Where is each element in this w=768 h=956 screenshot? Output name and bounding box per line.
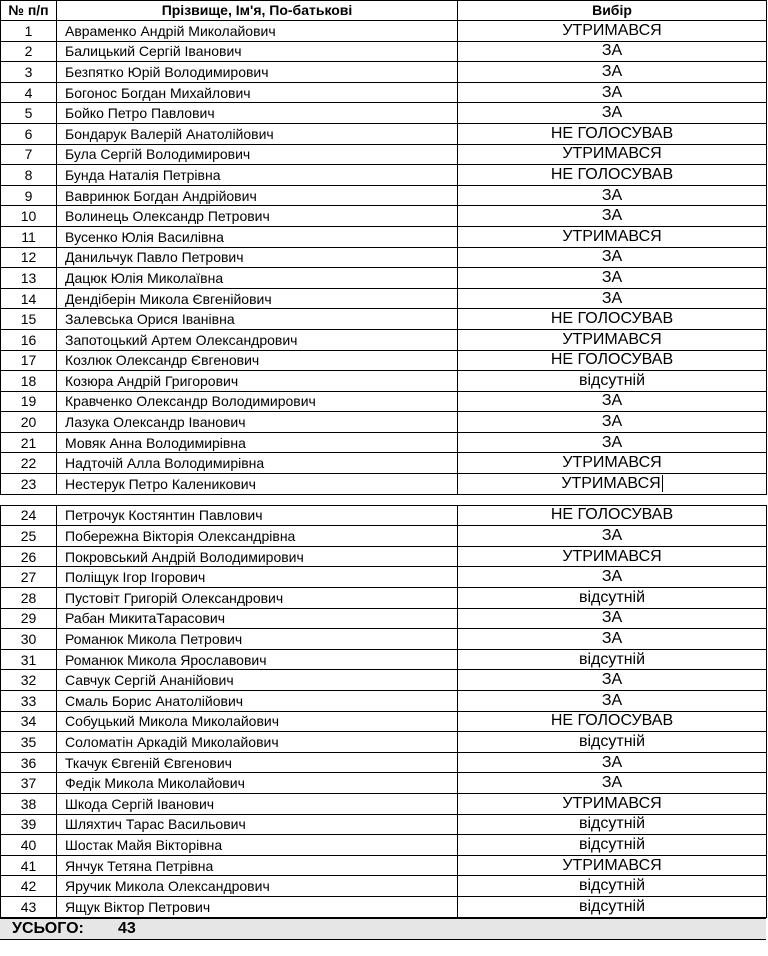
table-row xyxy=(1,588,767,609)
row-vote: УТРИМАВСЯ xyxy=(458,144,767,165)
row-name: Запотоцький Артем Олександрович xyxy=(57,329,458,350)
table-row xyxy=(1,896,767,917)
row-name: Шляхтич Тарас Васильович xyxy=(57,814,458,835)
header-vote: Вибір xyxy=(458,1,767,21)
table-row xyxy=(1,144,767,165)
row-vote: НЕ ГОЛОСУВАВ xyxy=(458,165,767,186)
table-row xyxy=(1,226,767,247)
row-name: Побережна Вікторія Олександрівна xyxy=(57,526,458,547)
row-number: 1 xyxy=(1,21,57,42)
table-row xyxy=(1,62,767,83)
row-name: Ткачук Євгеній Євгенович xyxy=(57,752,458,773)
table-row xyxy=(1,876,767,897)
row-name: Бондарук Валерій Анатолійович xyxy=(57,123,458,144)
table-row xyxy=(1,103,767,124)
header-name: Прізвище, Ім'я, По-батькові xyxy=(57,1,458,21)
row-vote: відсутній xyxy=(458,588,767,609)
row-name: Козюра Андрій Григорович xyxy=(57,371,458,392)
row-vote: ЗА xyxy=(458,103,767,124)
row-vote: відсутній xyxy=(458,896,767,917)
row-name: Соломатін Аркадій Миколайович xyxy=(57,732,458,753)
row-name: Бунда Наталія Петрівна xyxy=(57,165,458,186)
row-number: 11 xyxy=(1,226,57,247)
table-row xyxy=(1,793,767,814)
row-vote: відсутній xyxy=(458,371,767,392)
row-name: Лазука Олександр Іванович xyxy=(57,412,458,433)
row-name: Авраменко Андрій Миколайович xyxy=(57,21,458,42)
row-vote: НЕ ГОЛОСУВАВ xyxy=(458,309,767,330)
row-number: 24 xyxy=(1,505,57,526)
header-row xyxy=(1,1,767,21)
row-number: 8 xyxy=(1,165,57,186)
row-name: Волинець Олександр Петрович xyxy=(57,206,458,227)
row-vote: НЕ ГОЛОСУВАВ xyxy=(458,711,767,732)
row-name: Шкода Сергій Іванович xyxy=(57,793,458,814)
row-name: Нестерук Петро Каленикович xyxy=(57,474,458,495)
row-name: Дендіберін Микола Євгенійович xyxy=(57,288,458,309)
row-name: Вусенко Юлія Василівна xyxy=(57,226,458,247)
row-vote: ЗА xyxy=(458,670,767,691)
row-name: Богонос Богдан Михайлович xyxy=(57,82,458,103)
row-number: 2 xyxy=(1,41,57,62)
row-name: Романюк Микола Петрович xyxy=(57,629,458,650)
table-row xyxy=(1,123,767,144)
header-number: № п/п xyxy=(1,1,57,21)
table-row xyxy=(1,608,767,629)
row-vote: відсутній xyxy=(458,876,767,897)
row-name: Янчук Тетяна Петрівна xyxy=(57,855,458,876)
table-row xyxy=(1,670,767,691)
row-number: 28 xyxy=(1,588,57,609)
row-number: 23 xyxy=(1,474,57,495)
row-number: 16 xyxy=(1,329,57,350)
row-name: Данильчук Павло Петрович xyxy=(57,247,458,268)
table-row xyxy=(1,329,767,350)
table-row xyxy=(1,711,767,732)
row-name: Балицький Сергій Іванович xyxy=(57,41,458,62)
table-row xyxy=(1,82,767,103)
row-vote: ЗА xyxy=(458,412,767,433)
row-vote: ЗА xyxy=(458,82,767,103)
row-name: Собуцький Микола Миколайович xyxy=(57,711,458,732)
row-vote: ЗА xyxy=(458,432,767,453)
table-row xyxy=(1,371,767,392)
row-name: Яручик Микола Олександрович xyxy=(57,876,458,897)
row-vote: УТРИМАВСЯ xyxy=(458,546,767,567)
table-row xyxy=(1,505,767,526)
row-name: Вавринюк Богдан Андрійович xyxy=(57,185,458,206)
table-row xyxy=(1,350,767,371)
row-vote: ЗА xyxy=(458,752,767,773)
table-row xyxy=(1,453,767,474)
table-row xyxy=(1,21,767,42)
table-body-part-1 xyxy=(1,21,767,495)
row-vote: ЗА xyxy=(458,608,767,629)
total-row xyxy=(0,918,766,940)
row-vote: УТРИМАВСЯ xyxy=(458,226,767,247)
row-number: 3 xyxy=(1,62,57,83)
table-row xyxy=(1,732,767,753)
row-number: 15 xyxy=(1,309,57,330)
row-number: 30 xyxy=(1,629,57,650)
row-name: Залевська Орися Іванівна xyxy=(57,309,458,330)
row-name: Покровський Андрій Володимирович xyxy=(57,546,458,567)
row-vote: відсутній xyxy=(458,835,767,856)
table-row xyxy=(1,752,767,773)
row-vote: ЗА xyxy=(458,41,767,62)
row-number: 13 xyxy=(1,268,57,289)
table-row xyxy=(1,412,767,433)
row-number: 42 xyxy=(1,876,57,897)
row-vote: НЕ ГОЛОСУВАВ xyxy=(458,350,767,371)
table-row xyxy=(1,773,767,794)
table-row xyxy=(1,546,767,567)
page-break-gap xyxy=(0,495,768,505)
table-row xyxy=(1,691,767,712)
vote-table-continued xyxy=(0,505,767,918)
row-vote: УТРИМАВСЯ xyxy=(458,793,767,814)
row-name: Була Сергій Володимирович xyxy=(57,144,458,165)
row-name: Шостак Майя Вікторівна xyxy=(57,835,458,856)
text-cursor xyxy=(662,475,663,492)
row-number: 5 xyxy=(1,103,57,124)
row-name: Ящук Віктор Петрович xyxy=(57,896,458,917)
row-number: 33 xyxy=(1,691,57,712)
row-vote: ЗА xyxy=(458,567,767,588)
row-number: 4 xyxy=(1,82,57,103)
row-name: Пустовіт Григорій Олександрович xyxy=(57,588,458,609)
row-number: 31 xyxy=(1,649,57,670)
row-number: 36 xyxy=(1,752,57,773)
row-number: 10 xyxy=(1,206,57,227)
row-number: 43 xyxy=(1,896,57,917)
row-vote: відсутній xyxy=(458,649,767,670)
row-name: Бойко Петро Павлович xyxy=(57,103,458,124)
row-vote: УТРИМАВСЯ xyxy=(458,453,767,474)
table-row xyxy=(1,835,767,856)
row-vote: ЗА xyxy=(458,629,767,650)
table-row xyxy=(1,855,767,876)
row-name: Козлюк Олександр Євгенович xyxy=(57,350,458,371)
row-number: 6 xyxy=(1,123,57,144)
row-name: Савчук Сергій Ананійович xyxy=(57,670,458,691)
row-number: 20 xyxy=(1,412,57,433)
row-number: 32 xyxy=(1,670,57,691)
row-vote: НЕ ГОЛОСУВАВ xyxy=(458,123,767,144)
table-row xyxy=(1,309,767,330)
row-vote: УТРИМАВСЯ xyxy=(458,21,767,42)
row-number: 18 xyxy=(1,371,57,392)
row-number: 12 xyxy=(1,247,57,268)
table-row xyxy=(1,432,767,453)
row-vote: ЗА xyxy=(458,206,767,227)
row-vote: ЗА xyxy=(458,773,767,794)
row-number: 17 xyxy=(1,350,57,371)
table-row xyxy=(1,526,767,547)
row-vote: відсутній xyxy=(458,814,767,835)
row-vote: УТРИМАВСЯ xyxy=(458,329,767,350)
total-count: 43 xyxy=(118,920,136,937)
row-number: 21 xyxy=(1,432,57,453)
table-row xyxy=(1,268,767,289)
row-name: Смаль Борис Анатолійович xyxy=(57,691,458,712)
row-number: 41 xyxy=(1,855,57,876)
row-name: Романюк Микола Ярославович xyxy=(57,649,458,670)
total-label: УСЬОГО: xyxy=(12,920,84,937)
table-row xyxy=(1,629,767,650)
row-number: 29 xyxy=(1,608,57,629)
row-number: 19 xyxy=(1,391,57,412)
row-number: 38 xyxy=(1,793,57,814)
row-number: 22 xyxy=(1,453,57,474)
row-vote: ЗА xyxy=(458,62,767,83)
table-row xyxy=(1,814,767,835)
table-body-part-2 xyxy=(1,505,767,917)
row-number: 14 xyxy=(1,288,57,309)
row-vote: відсутній xyxy=(458,732,767,753)
row-vote: ЗА xyxy=(458,691,767,712)
row-number: 25 xyxy=(1,526,57,547)
table-row xyxy=(1,185,767,206)
row-name: Федік Микола Миколайович xyxy=(57,773,458,794)
row-vote: УТРИМАВСЯ xyxy=(458,855,767,876)
row-number: 40 xyxy=(1,835,57,856)
table-row xyxy=(1,165,767,186)
row-number: 37 xyxy=(1,773,57,794)
row-vote: УТРИМАВСЯ xyxy=(458,474,767,495)
row-number: 7 xyxy=(1,144,57,165)
table-row xyxy=(1,206,767,227)
row-name: Поліщук Ігор Ігорович xyxy=(57,567,458,588)
table-row xyxy=(1,567,767,588)
row-name: Кравченко Олександр Володимирович xyxy=(57,391,458,412)
table-row xyxy=(1,649,767,670)
row-vote: ЗА xyxy=(458,185,767,206)
row-name: Надточій Алла Володимирівна xyxy=(57,453,458,474)
row-vote: ЗА xyxy=(458,288,767,309)
row-number: 9 xyxy=(1,185,57,206)
table-row xyxy=(1,288,767,309)
row-name: Дацюк Юлія Миколаївна xyxy=(57,268,458,289)
row-vote: ЗА xyxy=(458,247,767,268)
row-number: 34 xyxy=(1,711,57,732)
row-vote: ЗА xyxy=(458,391,767,412)
row-number: 27 xyxy=(1,567,57,588)
row-number: 26 xyxy=(1,546,57,567)
table-row xyxy=(1,247,767,268)
table-row xyxy=(1,391,767,412)
row-vote: НЕ ГОЛОСУВАВ xyxy=(458,505,767,526)
row-vote: ЗА xyxy=(458,526,767,547)
row-name: Рабан МикитаТарасович xyxy=(57,608,458,629)
row-vote: ЗА xyxy=(458,268,767,289)
table-row xyxy=(1,474,767,495)
row-number: 39 xyxy=(1,814,57,835)
row-name: Безпятко Юрій Володимирович xyxy=(57,62,458,83)
row-name: Мовяк Анна Володимирівна xyxy=(57,432,458,453)
row-name: Петрочук Костянтин Павлович xyxy=(57,505,458,526)
table-row xyxy=(1,41,767,62)
row-number: 35 xyxy=(1,732,57,753)
